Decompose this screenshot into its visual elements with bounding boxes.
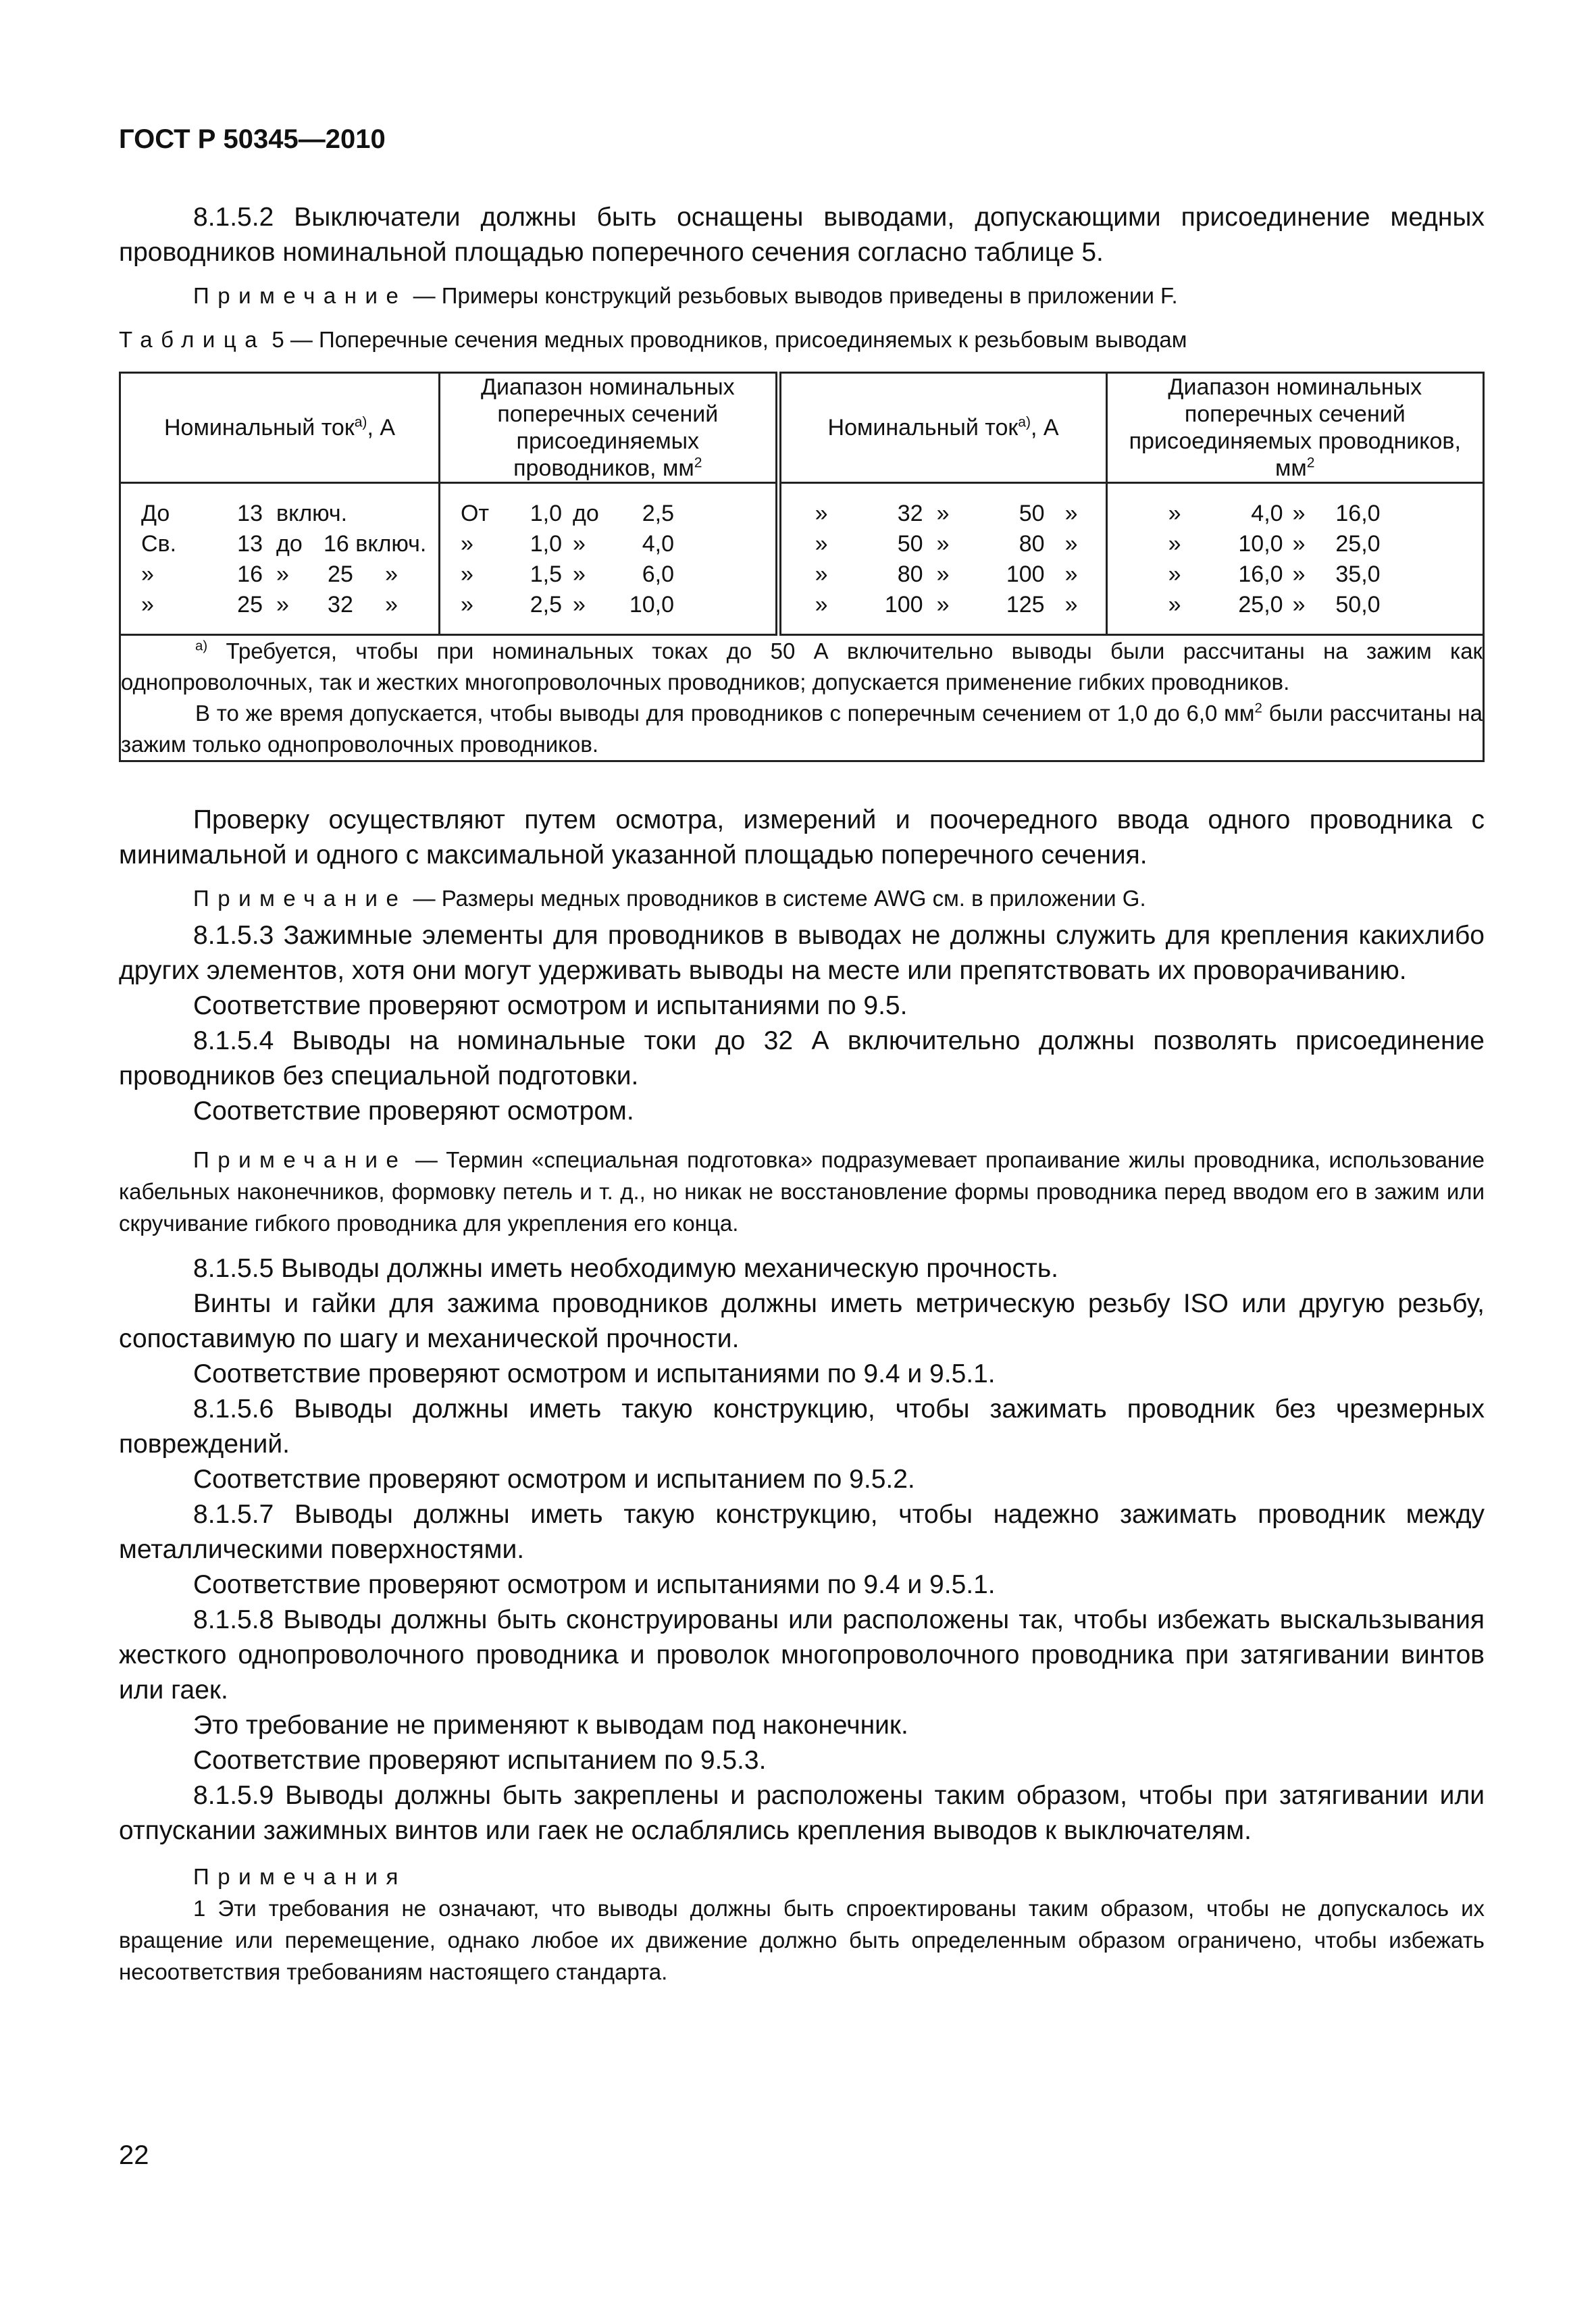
paragraph-p10 (119, 1392, 1485, 1462)
table-value: 16 (237, 561, 263, 587)
table-data-row (120, 483, 1484, 635)
paragraph-p14 (119, 1603, 1485, 1708)
table-value: 13 (237, 531, 263, 557)
note-label: Примечание (193, 283, 407, 308)
table-value: » (936, 531, 950, 557)
block-text: Соответствие проверяют осмотром. (193, 1097, 634, 1126)
section-top (119, 200, 1485, 311)
data-cell-current-1 (120, 483, 440, 635)
table-value: » (141, 561, 154, 587)
table-value: 2,5 (530, 592, 563, 618)
table-value: 4,0 (642, 531, 675, 557)
table-value: » (1064, 561, 1078, 587)
paragraph-p16 (119, 1743, 1485, 1778)
block-text: Соответствие проверяют осмотром и испытанием по 9.5.2. (193, 1465, 915, 1494)
table-footnote-row (120, 635, 1484, 761)
table-value: » (1168, 592, 1181, 618)
table-value: 25 (237, 592, 263, 618)
table-value: » (1292, 561, 1306, 587)
table-value: » (936, 501, 950, 526)
block-text: Это требование не применяют к выводам под наконечник. (193, 1711, 908, 1740)
table-line (1128, 529, 1469, 559)
table-value (324, 499, 405, 529)
table-value: » (1292, 501, 1306, 526)
block-text: Соответствие проверяют осмотром и испытаниями по 9.4 и 9.5.1. (193, 1359, 996, 1388)
table-value: » (815, 531, 828, 557)
page-body (119, 200, 1485, 1988)
table-value: 25,0 (1335, 531, 1381, 557)
table-line (802, 499, 1092, 529)
table-value: 32 (897, 501, 923, 526)
table-header-row (120, 373, 1484, 483)
table-value: » (461, 561, 473, 587)
table-5 (119, 372, 1485, 762)
table-line (461, 590, 762, 620)
table-value: » (573, 531, 586, 557)
table-value: » (815, 561, 828, 587)
header-cell-current-1: Номинальный ток$^{a)}$, А (120, 373, 440, 483)
table-value: 35,0 (1335, 561, 1381, 587)
table-value: 16,0 (1335, 501, 1381, 526)
table-line (1128, 590, 1469, 620)
table-value: » (815, 592, 828, 618)
table-value: » (936, 561, 950, 587)
table-value: » (573, 592, 586, 618)
table-line (802, 590, 1092, 620)
table-value: » (1064, 501, 1078, 526)
note-n2 (119, 882, 1485, 914)
table-value: 80 (897, 561, 923, 587)
table-value: 25,0 (1238, 592, 1283, 618)
block-text: — Размеры медных проводников в системе AWG см. в приложении G. (407, 886, 1146, 911)
footnote-a: $^{a)}$ Требуется, чтобы при номинальных токах до 50 А включительно выводы были рассчитаны на зажим как однопроволочных, так и жестких многопроволочных проводников; допускается применение гибких проводников. (121, 638, 1483, 695)
block-text: 8.1.5.2 Выключатели должны быть оснащены выводами, допускающими присоединение медных проводников номинальной площадью поперечного сечения согласно таблице 5. (119, 203, 1485, 267)
block-text: Проверку осуществляют путем осмотра, измерений и поочередного ввода одного проводника с минимальной и одного с максимальной указанной площадью поперечного сечения. (119, 805, 1485, 870)
table-value: 1,0 (530, 531, 563, 557)
note-n3 (119, 1144, 1485, 1239)
table-value: 16 включ. (324, 531, 427, 557)
table-value: 10,0 (1238, 531, 1283, 557)
paragraph-p17 (119, 1778, 1485, 1848)
paragraph-p5 (119, 1024, 1485, 1094)
table-line (141, 590, 425, 620)
paragraph-p12 (119, 1497, 1485, 1567)
table-value: 1,5 (530, 561, 563, 587)
block-text: — Термин «специальная подготовка» подразумевает пропаивание жилы проводника, использование кабельных наконечников, формовку петель и т. д., но никак не восстановление формы проводника перед вводом его в зажим или скручивание гибкого проводника для укрепления его конца. (119, 1147, 1485, 1236)
table-value: » (1292, 592, 1306, 618)
paragraph-p11 (119, 1462, 1485, 1497)
table-value: » (1168, 531, 1181, 557)
paragraph-p4 (119, 988, 1485, 1024)
table-line (141, 499, 425, 529)
data-cell-current-2 (778, 483, 1106, 635)
table-line (141, 559, 425, 590)
table-value: до (573, 501, 599, 526)
table-value: » (1064, 531, 1078, 557)
table-value: До (141, 501, 170, 526)
table-value: 80 (1019, 531, 1045, 557)
table-value: 4,0 (1251, 501, 1283, 526)
paragraph-p3 (119, 918, 1485, 988)
paragraph-p15 (119, 1708, 1485, 1743)
block-text: — Примеры конструкций резьбовых выводов приведены в приложении F. (407, 283, 1178, 308)
block-text: Соответствие проверяют осмотром и испытаниями по 9.5. (193, 991, 908, 1020)
table-value: 50 (1019, 501, 1045, 526)
table-value: » (276, 592, 289, 618)
table-line (1128, 559, 1469, 590)
header-cell-current-2: Номинальный ток$^{a)}$, А (778, 373, 1106, 483)
table-line (802, 529, 1092, 559)
block-text: 8.1.5.5 Выводы должны иметь необходимую механическую прочность. (193, 1254, 1058, 1283)
section-bottom (119, 803, 1485, 1988)
table-line (1128, 499, 1469, 529)
table-caption-label: Таблица (119, 327, 266, 352)
table-value: 50 (897, 531, 923, 557)
table-value: 100 (1006, 561, 1045, 587)
table-value: 16,0 (1238, 561, 1283, 587)
note-label: Примечания (193, 1864, 407, 1889)
table-value: 25 » (328, 561, 398, 587)
table-value: » (936, 592, 950, 618)
note-n1 (119, 280, 1485, 311)
header-cell-section-2: Диапазон номинальных поперечных сечений присоединяемых проводников, $мм^2$ (1106, 373, 1483, 483)
data-cell-section-1 (440, 483, 779, 635)
table-value: » (141, 592, 154, 618)
block-text: 1 Эти требования не означают, что выводы должны быть спроектированы таким образом, чтобы не допускалось их вращение или перемещение, однако любое их движение должно быть определенным образом ограничено, чтобы избежать несоответствия требованиям настоящего стандарта. (119, 1896, 1485, 1984)
block-text: 8.1.5.3 Зажимные элементы для проводников в выводах не должны служить для крепления какихлибо других элементов, хотя они могут удерживать выводы на месте или препятствовать их проворачиванию. (119, 921, 1485, 985)
block-text: 8.1.5.6 Выводы должны иметь такую конструкцию, чтобы зажимать проводник без чрезмерных повреждений. (119, 1394, 1485, 1459)
table-line (141, 529, 425, 559)
table-value: 50,0 (1335, 592, 1381, 618)
table-value: Св. (141, 531, 177, 557)
table-value: » (1168, 561, 1181, 587)
table-caption-text: 5 — Поперечные сечения медных проводников, присоединяемых к резьбовым выводам (265, 327, 1187, 352)
note-n5 (119, 1892, 1485, 1988)
table-line (802, 559, 1092, 590)
table-caption (119, 324, 1485, 355)
paragraph-p7 (119, 1251, 1485, 1286)
paragraph-p6 (119, 1094, 1485, 1129)
note-label: Примечание (193, 1147, 407, 1172)
block-text: Соответствие проверяют испытанием по 9.5.3. (193, 1746, 767, 1775)
table-value: 2,5 (642, 501, 675, 526)
table-line (461, 559, 762, 590)
table-value: до (276, 531, 303, 557)
table-value: 100 (884, 592, 923, 618)
table-value: 32 » (328, 592, 398, 618)
table-footnote (120, 635, 1484, 761)
block-text: Винты и гайки для зажима проводников должны иметь метрическую резьбу ISO или другую резьбу, сопоставимую по шагу и механической прочности. (119, 1289, 1485, 1353)
paragraph-p9 (119, 1357, 1485, 1392)
table-value: 10,0 (629, 592, 675, 618)
paragraph-p13 (119, 1567, 1485, 1603)
footnote-b: В то же время допускается, чтобы выводы для проводников с поперечным сечением от 1,0 до 6,0 $мм^2$ были рассчитаны на зажим только однопроволочных проводников. (121, 700, 1483, 757)
table-value: 1,0 (530, 501, 563, 526)
table-line (461, 529, 762, 559)
table-value: » (1168, 501, 1181, 526)
paragraph-p8 (119, 1286, 1485, 1357)
paragraph-p1 (119, 200, 1485, 270)
table-value: » (1292, 531, 1306, 557)
table-value: » (461, 531, 473, 557)
table-value: » (573, 561, 586, 587)
table-line (461, 499, 762, 529)
block-text: 8.1.5.4 Выводы на номинальные токи до 32 А включительно должны позволять присоединение проводников без специальной подготовки. (119, 1026, 1485, 1090)
table-value: 6,0 (642, 561, 675, 587)
table-value: » (461, 592, 473, 618)
table-value: включ. (276, 501, 348, 526)
table-value: 125 (1006, 592, 1045, 618)
table-value: 13 (237, 501, 263, 526)
block-text: 8.1.5.9 Выводы должны быть закреплены и расположены таким образом, чтобы при затягивании или отпускании зажимных винтов или гаек не ослаблялись крепления выводов к выключателям. (119, 1781, 1485, 1845)
header-cell-section-1: Диапазон номинальных поперечных сечений присоединяемых проводников, $мм^2$ (440, 373, 779, 483)
block-text: Соответствие проверяют осмотром и испытаниями по 9.4 и 9.5.1. (193, 1570, 996, 1599)
table-value: » (815, 501, 828, 526)
block-text: 8.1.5.7 Выводы должны иметь такую конструкцию, чтобы надежно зажимать проводник между металлическими поверхностями. (119, 1500, 1485, 1564)
paragraph-p2 (119, 803, 1485, 873)
page-number: 22 (119, 2140, 149, 2170)
document-header: ГОСТ Р 50345—2010 (119, 124, 386, 154)
table-value: » (276, 561, 289, 587)
note-label: Примечание (193, 886, 407, 911)
table-value: » (1064, 592, 1078, 618)
table-value: От (461, 501, 490, 526)
block-text: 8.1.5.8 Выводы должны быть сконструированы или расположены так, чтобы избежать выскальзывания жесткого однопроволочного проводника и проволок многопроволочного проводника при затягивании винтов или гаек. (119, 1605, 1485, 1705)
note-n4 (119, 1861, 1485, 1892)
data-cell-section-2 (1106, 483, 1483, 635)
